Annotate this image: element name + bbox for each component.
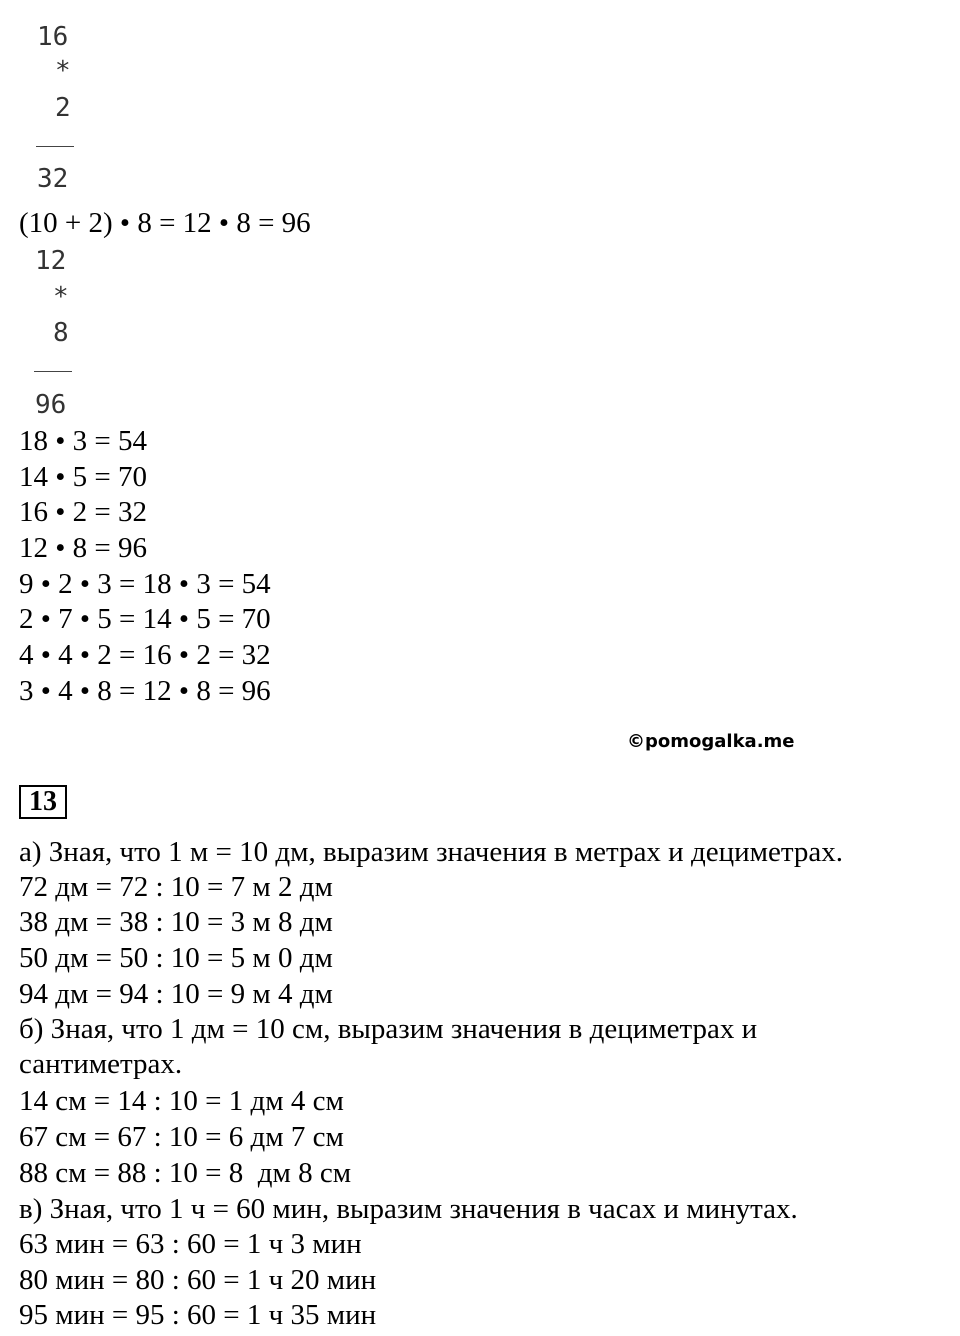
column-mult-1-operator: *: [55, 56, 71, 86]
column-mult-1-bottom: 2: [55, 93, 71, 123]
equation-line: 9 • 2 • 3 = 18 • 3 = 54: [19, 568, 271, 600]
column-mult-1-result: 32: [37, 164, 69, 194]
equation-line: 16 • 2 = 32: [19, 496, 148, 528]
column-mult-1-rule: [36, 146, 74, 147]
equation-line: 4 • 4 • 2 = 16 • 2 = 32: [19, 639, 271, 671]
column-mult-2-rule: [34, 371, 72, 372]
column-mult-2-bottom: 8: [53, 318, 69, 348]
task-line: 14 см = 14 : 10 = 1 дм 4 см: [19, 1085, 344, 1117]
task-line: 72 дм = 72 : 10 = 7 м 2 дм: [19, 871, 333, 903]
task-line: сантиметрах.: [19, 1048, 183, 1080]
equation-line: 12 • 8 = 96: [19, 532, 148, 564]
equation-line: 14 • 5 = 70: [19, 461, 148, 493]
task-line: 94 дм = 94 : 10 = 9 м 4 дм: [19, 978, 333, 1010]
column-mult-2-result: 96: [35, 390, 67, 420]
task-line: 67 см = 67 : 10 = 6 дм 7 см: [19, 1121, 344, 1153]
task-line: 50 дм = 50 : 10 = 5 м 0 дм: [19, 942, 333, 974]
task-line: а) Зная, что 1 м = 10 дм, выразим значения в метрах и дециметрах.: [19, 836, 843, 868]
column-mult-2-top: 12: [35, 246, 67, 276]
equation-line: 2 • 7 • 5 = 14 • 5 = 70: [19, 603, 271, 635]
task-line: 80 мин = 80 : 60 = 1 ч 20 мин: [19, 1264, 377, 1296]
task-line: б) Зная, что 1 дм = 10 см, выразим значения в дециметрах и: [19, 1013, 758, 1045]
task-line: 88 см = 88 : 10 = 8 дм 8 см: [19, 1157, 352, 1189]
task-line: 95 мин = 95 : 60 = 1 ч 35 мин: [19, 1299, 377, 1331]
task-line: в) Зная, что 1 ч = 60 мин, выразим значения в часах и минутах.: [19, 1193, 798, 1225]
watermark-text: ©pomogalka.me: [627, 731, 795, 752]
equation-line: 18 • 3 = 54: [19, 425, 148, 457]
equation-line: 3 • 4 • 8 = 12 • 8 = 96: [19, 675, 271, 707]
column-mult-1-top: 16: [37, 22, 69, 52]
task-line: 63 мин = 63 : 60 = 1 ч 3 мин: [19, 1228, 362, 1260]
column-mult-2-operator: *: [53, 282, 69, 312]
task-number-box: 13: [19, 785, 67, 819]
expression-line: (10 + 2) • 8 = 12 • 8 = 96: [19, 207, 311, 239]
task-line: 38 дм = 38 : 10 = 3 м 8 дм: [19, 906, 333, 938]
